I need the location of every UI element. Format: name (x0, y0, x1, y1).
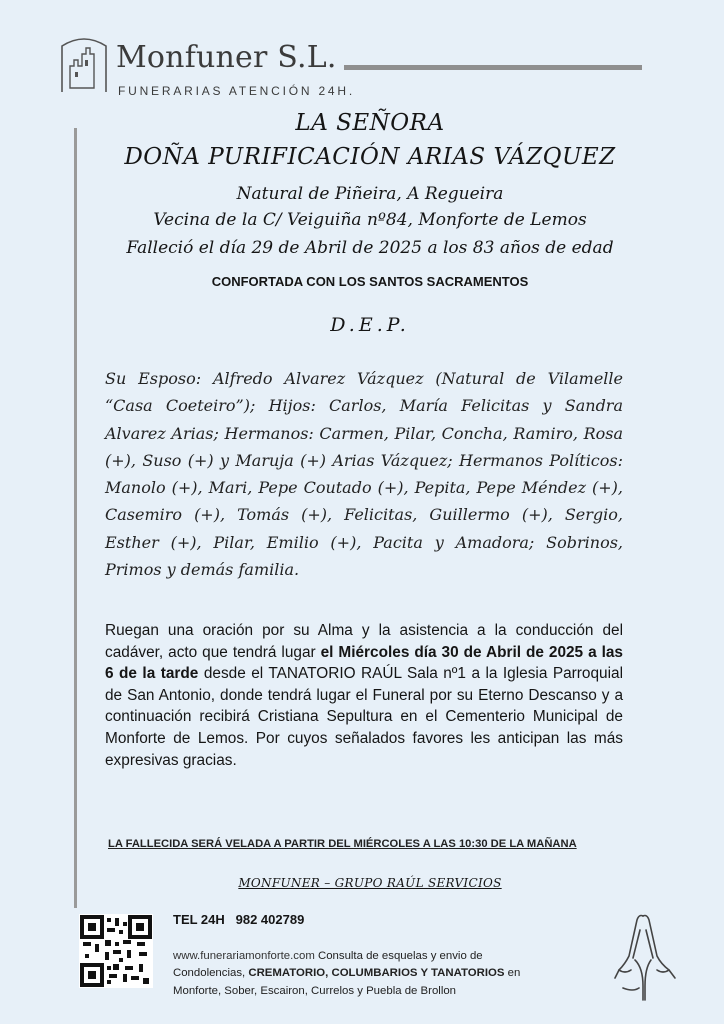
ceremony-details: desde el TANATORIO RAÚL Sala nº1 a la Iglesia Parroquial de San Antonio, donde tendrá lugar el Funeral por su Eterno Descanso y a continuación recibirá Cristiana Sepultura en el Cementerio Municipal de Monforte de Lemos. Por cuyos señalados favores les anticipan las más expresivas gracias. (105, 665, 623, 769)
footer-line2-end: en (504, 967, 521, 980)
notice-title: LA SEÑORA (295, 110, 445, 136)
native-line: Natural de Piñeira, A Regueira (236, 184, 504, 204)
footer-line2-start: Condolencias, (173, 967, 249, 980)
phone-line (173, 912, 304, 927)
praying-hands-icon (613, 908, 679, 1004)
deceased-name: DOÑA PURIFICACIÓN ARIAS VÁZQUEZ (124, 144, 616, 170)
phone-label: TEL 24H (173, 912, 225, 927)
rip-line: D.E.P. (330, 314, 410, 336)
ceremony-paragraph (105, 620, 623, 771)
group-name: MONFUNER – GRUPO RAÚL SERVICIOS (238, 876, 502, 890)
brand-tagline: FUNERARIAS ATENCIÓN 24H. (118, 84, 356, 98)
family-paragraph: Su Esposo: Alfredo Alvarez Vázquez (Natural de Vilamelle “Casa Coeteiro”); Hijos: Carlos, María Felicitas y Sandra Alvarez Arias; Hermanos: Carmen, Pilar, Concha, Ramiro, Rosa (+), Suso (+) y Maruja (+) Arias Vázquez; Hermanos Políticos: Manolo (+), Mari, Pepe Coutado (+), Pepita, Pepe Méndez (+), Casemiro (+), Tomás (+), Felicitas, Guillermo (+), Sergio, Esther (+), Pilar, Emilio (+), Pacita y Amadora; Sobrinos, Primos y demás familia. (105, 369, 623, 580)
header-divider (344, 65, 642, 70)
footer-info (173, 948, 603, 1000)
footer-locations: Monforte, Sober, Escairon, Currelos y Puebla de Brollon (173, 984, 457, 997)
death-line: Falleció el día 29 de Abril de 2025 a los 83 años de edad (126, 238, 614, 258)
footer-services: CREMATORIO, COLUMBARIOS Y TANATORIOS (248, 967, 505, 980)
sacraments-line: CONFORTADA CON LOS SANTOS SACRAMENTOS (211, 274, 529, 289)
website-link[interactable]: www.funerariamonforte.com (173, 950, 315, 962)
footer-line1: Consulta de esquelas y envio de (314, 950, 483, 962)
qr-code-icon[interactable] (79, 914, 153, 988)
ceremony-datetime: el Miércoles día 30 de Abril de 2025 a las 6 de la tarde (105, 643, 623, 683)
brand-logo-icon (58, 36, 110, 94)
left-margin-rule (74, 128, 77, 908)
phone-number[interactable]: 982 402789 (235, 912, 305, 927)
ceremony-intro: Ruegan una oración por su Alma y la asistencia a la conducción del cadáver, acto que tendrá lugar (105, 622, 623, 661)
resident-line: Vecina de la C/ Veiguiña nº84, Monforte de Lemos (153, 210, 587, 230)
velada-notice: LA FALLECIDA SERÁ VELADA A PARTIR DEL MIÉRCOLES A LAS 10:30 DE LA MAÑANA (108, 838, 577, 850)
brand-name: Monfuner S.L. (116, 40, 337, 75)
